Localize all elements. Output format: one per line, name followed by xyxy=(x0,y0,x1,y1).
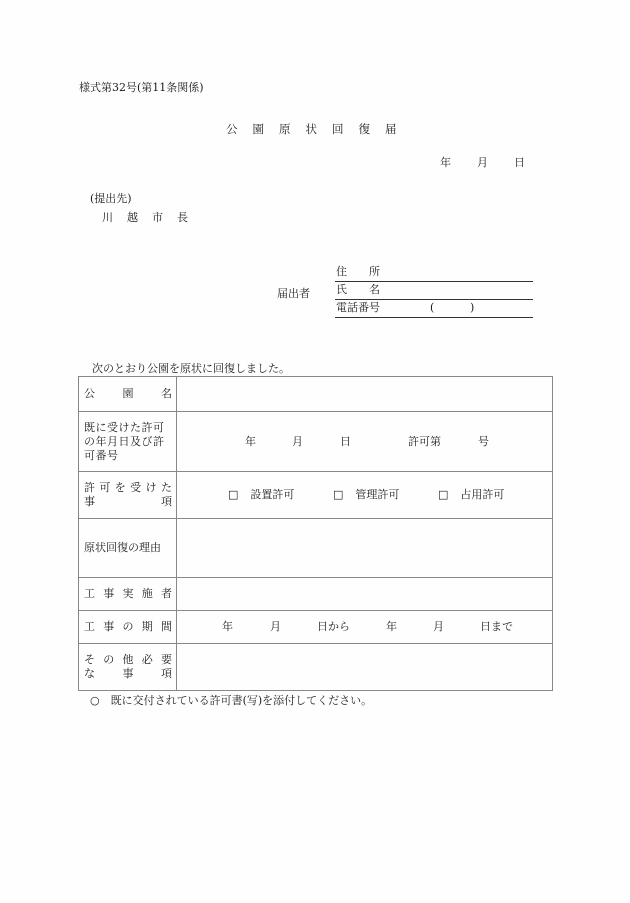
phone-paren-close: ) xyxy=(470,301,475,314)
label-line: 既に受けた許可 xyxy=(84,420,165,434)
table-row-permit-type xyxy=(79,472,553,519)
label-char: 事 xyxy=(103,587,115,600)
title-char: 公 xyxy=(226,122,238,136)
applicant-label: 届出者 xyxy=(277,287,310,300)
phone-field[interactable] xyxy=(335,300,533,318)
restoration-form-table xyxy=(78,376,553,691)
start-year: 年 xyxy=(222,620,233,633)
label-line: の年月日及び許 xyxy=(84,434,165,448)
label-char: を xyxy=(114,481,126,494)
restoration-reason-input[interactable] xyxy=(177,519,553,578)
label-char: 工 xyxy=(84,587,95,600)
title-char: 状 xyxy=(305,122,317,136)
restoration-reason-label xyxy=(79,519,177,578)
label-char: 実 xyxy=(122,587,134,600)
date-day[interactable]: 日 xyxy=(514,156,525,169)
checkbox-installation-permit[interactable] xyxy=(228,488,294,502)
recipient-label: (提出先) xyxy=(90,192,132,205)
recipient-char: 越 xyxy=(127,211,138,224)
permit-year: 年 xyxy=(245,434,256,448)
label-char: 期 xyxy=(141,620,153,633)
name-field[interactable] xyxy=(335,282,533,300)
label-char: 可 xyxy=(99,481,111,494)
label-char: 事 xyxy=(84,495,95,508)
work-period-label xyxy=(79,611,177,644)
label-char: け xyxy=(145,481,157,494)
other-matters-label xyxy=(79,644,177,691)
document-title xyxy=(226,121,412,137)
end-day: 日まで xyxy=(480,620,513,633)
label-char: 要 xyxy=(161,653,172,666)
recipient-name xyxy=(102,211,202,224)
table-row-contractor xyxy=(79,578,553,611)
label-line: 可番号 xyxy=(84,448,119,462)
park-name-input[interactable] xyxy=(177,377,553,412)
submission-date xyxy=(440,156,525,169)
installation-permit-label: 設置許可 xyxy=(250,488,295,501)
label-char: 受 xyxy=(130,481,142,494)
permit-number-suffix: 号 xyxy=(478,434,489,448)
label-char: 事 xyxy=(103,620,115,633)
checkbox-icon: □ xyxy=(228,488,239,501)
permit-date-label xyxy=(79,412,177,472)
label-char: の xyxy=(122,620,134,633)
label-char: 者 xyxy=(161,587,172,600)
park-name-label xyxy=(79,377,177,412)
title-char: 原 xyxy=(279,122,291,136)
form-number: 様式第32号(第11条関係) xyxy=(79,81,204,94)
phone-paren-open: ( xyxy=(430,301,435,314)
intro-text: 次のとおり公園を原状に回復しました。 xyxy=(92,362,290,375)
label-char: そ xyxy=(84,653,95,666)
end-year: 年 xyxy=(386,620,397,633)
occupancy-permit-label: 占用許可 xyxy=(460,488,505,501)
table-row-permit-date xyxy=(79,412,553,472)
name-label: 氏 名 xyxy=(336,283,380,296)
label-char: 事 xyxy=(122,667,134,680)
other-matters-input[interactable] xyxy=(177,644,553,691)
attachment-note: ○ 既に交付されている許可書(写)を添付してください。 xyxy=(90,694,373,707)
label-char: 名 xyxy=(161,387,172,400)
checkbox-icon: □ xyxy=(333,488,344,501)
checkbox-occupancy-permit[interactable] xyxy=(438,488,504,502)
permit-date-content[interactable] xyxy=(177,412,553,472)
table-row-other-matters xyxy=(79,644,553,691)
label-char: 他 xyxy=(122,653,134,666)
table-row-work-period xyxy=(79,611,553,644)
label-char: た xyxy=(160,481,172,494)
label-char: 許 xyxy=(84,481,95,494)
management-permit-label: 管理許可 xyxy=(355,488,400,501)
label-char: 項 xyxy=(161,495,172,508)
label-char: 間 xyxy=(161,620,172,633)
checkbox-management-permit[interactable] xyxy=(333,488,399,502)
title-char: 届 xyxy=(385,122,397,136)
end-month: 月 xyxy=(433,620,444,633)
start-day: 日から xyxy=(317,620,350,633)
address-label: 住 所 xyxy=(336,265,380,278)
label-char: 工 xyxy=(84,620,95,633)
recipient-char: 川 xyxy=(102,211,113,224)
label-char: な xyxy=(84,667,95,680)
label-char: 必 xyxy=(141,653,153,666)
work-period-content[interactable] xyxy=(177,611,553,644)
date-month[interactable]: 月 xyxy=(477,156,488,169)
table-row-park-name xyxy=(79,377,553,412)
checkbox-icon: □ xyxy=(438,488,449,501)
label-char: 施 xyxy=(141,587,153,600)
label-line: 原状回復の理由 xyxy=(84,541,161,554)
title-char: 園 xyxy=(252,122,264,136)
recipient-char: 長 xyxy=(177,211,188,224)
permit-number-prefix: 許可第 xyxy=(408,434,441,448)
label-char: 園 xyxy=(122,387,134,400)
recipient-char: 市 xyxy=(152,211,163,224)
title-char: 復 xyxy=(358,122,370,136)
permit-type-label xyxy=(79,472,177,519)
permit-day: 日 xyxy=(340,434,351,448)
address-field[interactable] xyxy=(335,264,533,282)
phone-label: 電話番号 xyxy=(336,301,380,314)
permit-type-options xyxy=(177,472,553,519)
label-char: の xyxy=(103,653,115,666)
permit-month: 月 xyxy=(292,434,303,448)
label-char: 公 xyxy=(84,387,95,400)
contractor-label xyxy=(79,578,177,611)
contractor-input[interactable] xyxy=(177,578,553,611)
table-row-restoration-reason xyxy=(79,519,553,578)
start-month: 月 xyxy=(270,620,281,633)
label-char: 項 xyxy=(161,667,172,680)
title-char: 回 xyxy=(332,122,344,136)
date-year[interactable]: 年 xyxy=(440,156,451,169)
